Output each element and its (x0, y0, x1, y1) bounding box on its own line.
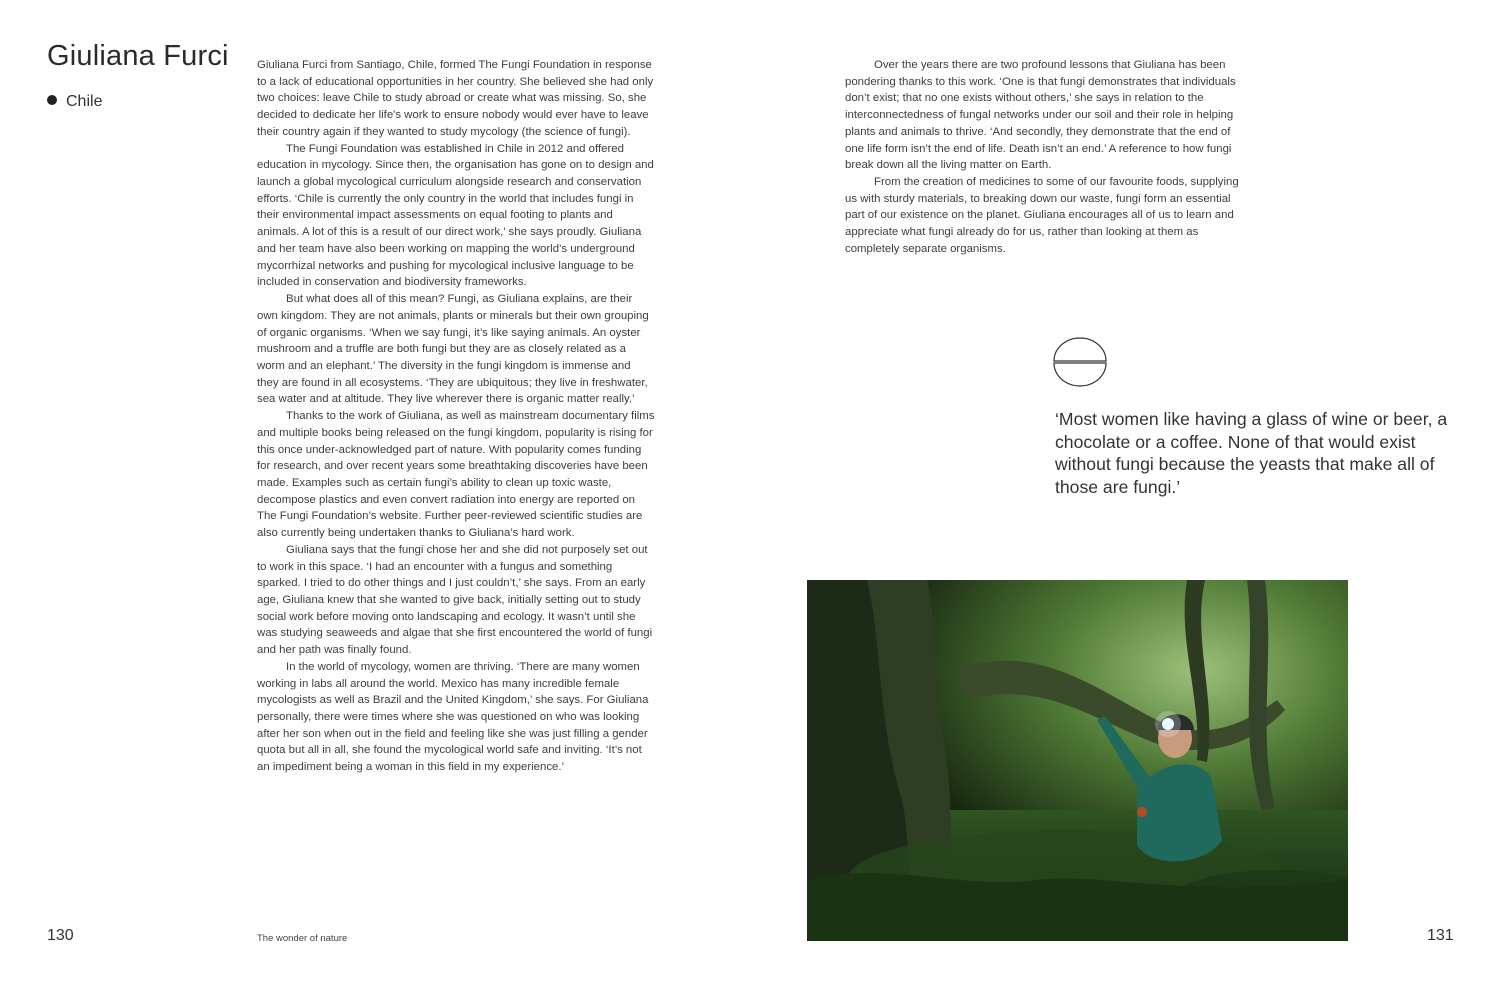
two-half-circles-icon (1052, 337, 1108, 387)
body-paragraph: Over the years there are two profound lessons that Giuliana has been pondering thanks to this work. ‘One is that fungi demonstrates that individuals don’t exist; that no one exists without others,’ she says in relation to the interconnectedness of fungal networks under our soil and their role in helping plants and animals to thrive. ‘And secondly, they demonstrate that the end of one life form isn’t the end of life. Death isn’t an end.’ A reference to how fungi break down all the living matter on Earth. (845, 59, 1236, 172)
page-number-right: 131 (1427, 927, 1454, 944)
article-title: Giuliana Furci (47, 40, 229, 72)
filled-dot-icon (47, 95, 57, 105)
body-paragraph: From the creation of medicines to some of our favourite foods, supplying us with sturdy materials, to breaking down our waste, fungi form an essential part of our existence on the planet. Giuliana encourages all of us to learn and appreciate what fungi already do for us, rather than looking at them as completely separate organisms. (845, 176, 1239, 255)
body-paragraph: Thanks to the work of Giuliana, as well as mainstream documentary films and multiple books being released on the fungi kingdom, popularity is rising for this once under-acknowledged part of nature. With popularity comes funding for research, and over recent years some breathtaking discoveries have been made. Examples such as certain fungi’s ability to clean up toxic waste, decompose plastics and even convert radiation into energy are reported on The Fungi Foundation’s website. Further peer-reviewed scientific studies are also currently being undertaken thanks to Giuliana’s hard work. (257, 410, 655, 540)
body-paragraph: The Fungi Foundation was established in Chile in 2012 and offered education in mycology. Since then, the organisation has gone on to design and launch a global mycological curriculum alongside research and conservation efforts. ‘Chile is currently the only country in the world that includes fungi in their environmental impact assessments on equal footing to plants and animals. A lot of this is a result of our direct work,’ she says proudly. Giuliana and her team have also been working on mapping the world’s underground mycorrhizal networks and pushing for mycological inclusive language to be included in conservation and biodiversity frameworks. (257, 142, 654, 289)
body-column-left (257, 57, 655, 776)
country-name: Chile (66, 93, 103, 110)
forest-photo (807, 580, 1348, 941)
body-paragraph: Giuliana Furci from Santiago, Chile, formed The Fungi Foundation in response to a lack of educational opportunities in her country. She believed she had only two choices: leave Chile to study abroad or create what was missing. So, she decided to dedicate her life's work to ensure nobody would ever have to leave their country again if they wanted to study mycology (the science of fungi). (257, 59, 654, 138)
body-paragraph: Giuliana says that the fungi chose her and she did not purposely set out to work in this space. ‘I had an encounter with a fungus and something sparked. I tried to do other things and I just couldn’t,’ she says. From an early age, Giuliana knew that she wanted to give back, initially setting out to study social work before moving onto landscaping and ecology. It wasn’t until she was studying seaweeds and algae that she first encountered the world of fungi and her path was finally found. (257, 543, 653, 657)
country-label (47, 93, 102, 111)
body-paragraph: In the world of mycology, women are thriving. ‘There are many women working in labs all around the world. Mexico has many incredible female mycologists as well as Brazil and the United Kingdom,’ she says. For Giuliana personally, there were times where she was questioned on who was looking after her son when out in the field and feeling like she was just filling a gender quota but all in all, she found the mycological world safe and inviting. ‘It’s not an impediment being a woman in this field in my experience.’ (257, 660, 649, 774)
body-paragraph: But what does all of this mean? Fungi, as Giuliana explains, are their own kingdom. They are not animals, plants or minerals but their own grouping of organic organisms. ‘When we say fungi, it’s like saying animals. An oyster mushroom and a truffle are both fungi but they are as closely related as a worm and an elephant.’ The diversity in the fungi kingdom is immense and they are found in all ecosystems. ‘They are ubiquitous; they live in freshwater, sea water and at altitude. They live wherever there is organic matter really.’ (257, 293, 649, 406)
pull-quote: ‘Most women like having a glass of wine or beer, a chocolate or a coffee. None of that would exist without fungi because the yeasts that make all of those are fungi.’ (1055, 409, 1448, 497)
page-number-left: 130 (47, 927, 74, 944)
body-column-right (845, 57, 1240, 258)
running-title: The wonder of nature (257, 933, 348, 944)
forest-illustration (807, 580, 1348, 941)
